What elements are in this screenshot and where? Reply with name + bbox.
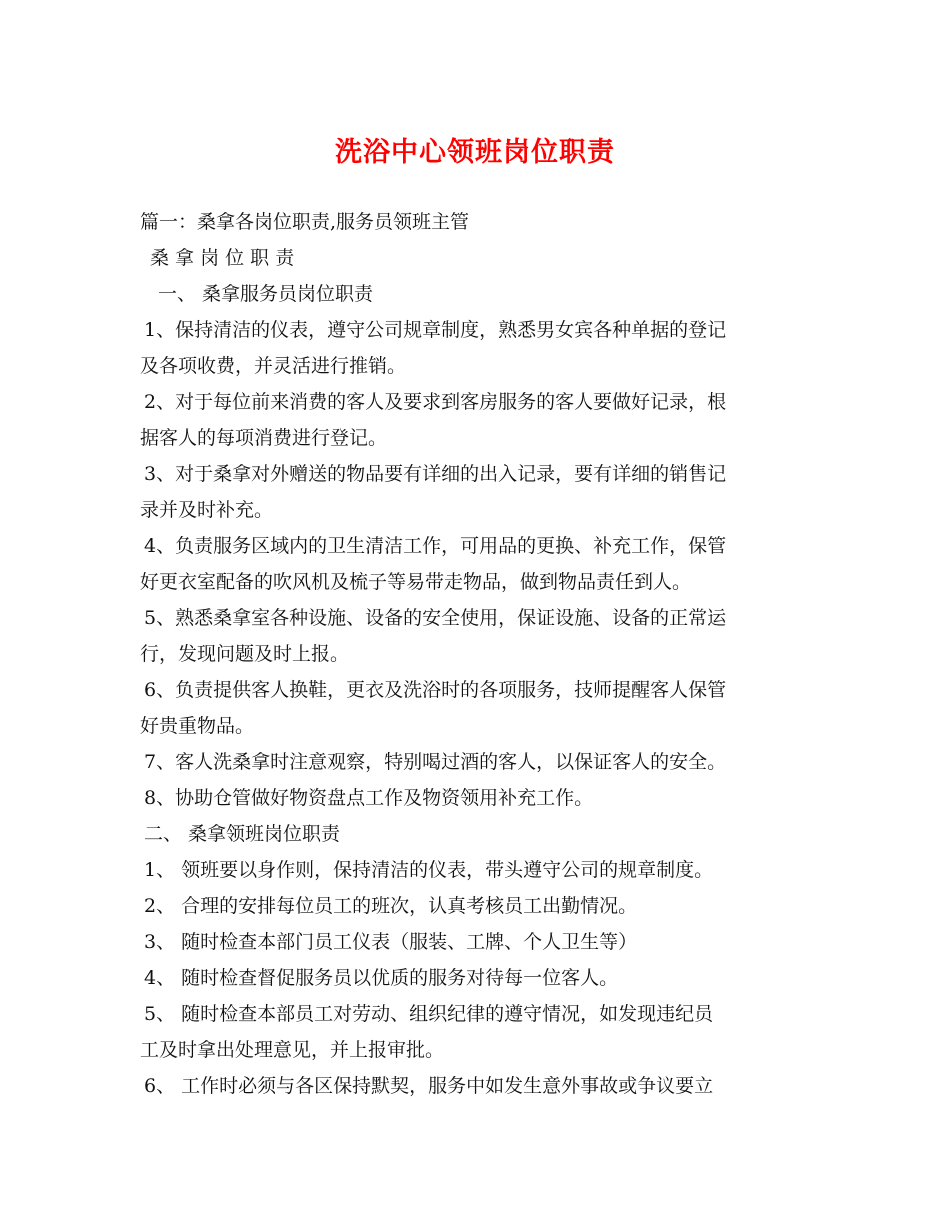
paragraph-line: 行，发现问题及时上报。	[140, 643, 350, 665]
paragraph-line: 6、 工作时必须与各区保持默契，服务中如发生意外事故或争议要立	[144, 1075, 714, 1097]
paragraph-line: 工及时拿出处理意见，并上报审批。	[140, 1039, 445, 1061]
paragraph-line: 7、客人洗桑拿时注意观察，特别喝过酒的客人，以保证客人的安全。	[144, 751, 727, 773]
paragraph-line: 好更衣室配备的吹风机及梳子等易带走物品，做到物品责任到人。	[140, 571, 692, 593]
paragraph-line: 4、负责服务区域内的卫生清洁工作，可用品的更换、补充工作，保管	[144, 535, 727, 557]
paragraph-line: 3、 随时检查本部门员工仪表（服装、工牌、个人卫生等）	[144, 931, 638, 953]
paragraph-line: 1、保持清洁的仪表，遵守公司规章制度，熟悉男女宾各种单据的登记	[144, 319, 727, 341]
paragraph-line: 4、 随时检查督促服务员以优质的服务对待每一位客人。	[144, 967, 619, 989]
paragraph-line: 5、 随时检查本部员工对劳动、组织纪律的遵守情况，如发现违纪员	[144, 1003, 714, 1025]
paragraph-line: 6、负责提供客人换鞋，更衣及洗浴时的各项服务，技师提醒客人保管	[144, 679, 727, 701]
section-heading: 篇一：桑拿各岗位职责,服务员领班主管	[140, 211, 470, 233]
paragraph-line: 好贵重物品。	[140, 715, 255, 737]
paragraph-line: 2、 合理的安排每位员工的班次，认真考核员工出勤情况。	[144, 895, 638, 917]
section-heading: 一、 桑拿服务员岗位职责	[158, 283, 374, 305]
paragraph-line: 及各项收费，并灵活进行推销。	[140, 355, 407, 377]
document-title: 洗浴中心领班岗位职责	[335, 137, 615, 168]
paragraph-line: 2、对于每位前来消费的客人及要求到客房服务的客人要做好记录，根	[144, 391, 727, 413]
paragraph-line: 据客人的每项消费进行登记。	[140, 427, 388, 449]
document-body	[140, 204, 812, 1104]
paragraph-line: 1、 领班要以身作则，保持清洁的仪表，带头遵守公司的规章制度。	[144, 859, 714, 881]
paragraph-line: 5、熟悉桑拿室各种设施、设备的安全使用，保证设施、设备的正常运	[144, 607, 727, 629]
section-heading: 二、 桑拿领班岗位职责	[144, 823, 341, 845]
paragraph-line: 录并及时补充。	[140, 499, 274, 521]
subtitle: 桑 拿 岗 位 职 责	[150, 247, 295, 269]
paragraph-line: 3、对于桑拿对外赠送的物品要有详细的出入记录，要有详细的销售记	[144, 463, 727, 485]
paragraph-line: 8、协助仓管做好物资盘点工作及物资领用补充工作。	[144, 787, 594, 809]
